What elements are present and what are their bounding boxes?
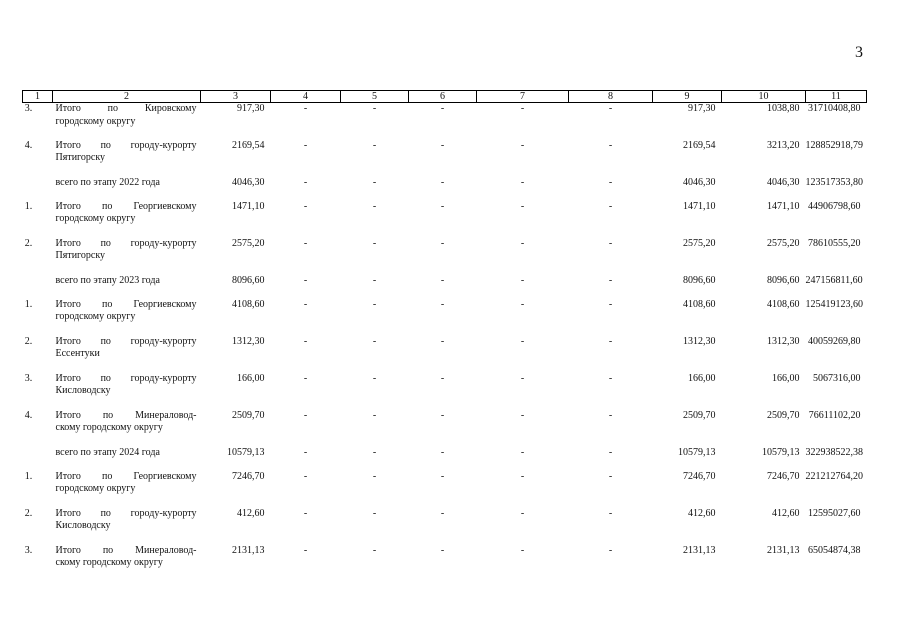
cell-col-4: - (303, 176, 308, 188)
row-name-line-1: Итого по Минераловод- (55, 544, 197, 556)
table-row (23, 410, 867, 447)
row-name-line-2: городскому округу (55, 311, 136, 322)
cell-col-11: 128852918,79 (805, 139, 863, 151)
cell-col-3: 2131,13 (232, 544, 265, 556)
row-name (53, 299, 201, 336)
cell-col-9: 10579,13 (678, 446, 716, 458)
cell-col-11: 78610555,20 (808, 237, 861, 249)
row-name-line-1: Итого по городу-курорту (55, 237, 197, 249)
row-name-line-2: скому городскому округу (55, 557, 163, 568)
cell-col-11: 322938522,38 (805, 446, 863, 458)
table-row (23, 177, 867, 201)
row-name-line-1: Итого по городу-курорту (55, 372, 197, 384)
cell-col-8: - (608, 409, 613, 421)
table-row (23, 508, 867, 545)
column-header-6: 6 (409, 91, 477, 103)
cell-col-11: 125419123,60 (805, 298, 863, 310)
cell-col-5: - (372, 470, 377, 482)
cell-col-5: - (372, 507, 377, 519)
cell-col-10: 2131,13 (767, 544, 800, 556)
cell-col-11: 44906798,60 (808, 200, 861, 212)
cell-col-3: 2169,54 (232, 139, 265, 151)
cell-col-3: 412,60 (237, 507, 265, 519)
summary-table (22, 90, 867, 582)
row-name-line-1: всего по этапу 2023 года (55, 274, 160, 286)
cell-col-4: - (303, 409, 308, 421)
cell-col-10: 7246,70 (767, 470, 800, 482)
cell-col-8: - (608, 298, 613, 310)
row-name-line-2: Кисловодску (55, 385, 111, 396)
column-header-4: 4 (271, 91, 341, 103)
cell-col-9: 4046,30 (683, 176, 716, 188)
cell-col-8: - (608, 470, 613, 482)
row-number: 2. (24, 237, 33, 249)
cell-col-6: - (440, 409, 445, 421)
cell-col-8: - (608, 335, 613, 347)
cell-col-5: - (372, 274, 377, 286)
cell-col-5: - (372, 335, 377, 347)
column-header-10: 10 (722, 91, 806, 103)
row-number (23, 275, 53, 299)
table-row (23, 201, 867, 238)
column-header-row (23, 91, 867, 103)
cell-col-9: 2131,13 (683, 544, 716, 556)
table-row (23, 545, 867, 582)
cell-col-5: - (372, 200, 377, 212)
column-header-1: 1 (23, 91, 53, 103)
column-header-11: 11 (806, 91, 867, 103)
cell-col-6: - (440, 139, 445, 151)
row-number: 4. (24, 139, 33, 151)
row-name-line-2: Ессентуки (55, 348, 100, 359)
row-name-line-1: Итого по Георгиевскому (55, 298, 197, 310)
cell-col-6: - (440, 103, 445, 114)
row-name (53, 471, 201, 508)
cell-col-10: 2509,70 (767, 409, 800, 421)
row-name (53, 177, 201, 201)
cell-col-4: - (303, 298, 308, 310)
row-name-line-2: Пятигорску (55, 250, 106, 261)
cell-col-9: 2575,20 (683, 237, 716, 249)
row-name (53, 508, 201, 545)
cell-col-6: - (440, 507, 445, 519)
cell-col-9: 2169,54 (683, 139, 716, 151)
cell-col-11: 40059269,80 (808, 335, 861, 347)
cell-col-3: 1471,10 (232, 200, 265, 212)
cell-col-7: - (520, 274, 525, 286)
cell-col-7: - (520, 176, 525, 188)
cell-col-8: - (608, 200, 613, 212)
cell-col-7: - (520, 507, 525, 519)
row-name-line-2: Пятигорску (55, 152, 106, 163)
row-number: 4. (24, 409, 33, 421)
cell-col-10: 8096,60 (767, 274, 800, 286)
table-row (23, 103, 867, 140)
cell-col-8: - (608, 139, 613, 151)
cell-col-3: 2509,70 (232, 409, 265, 421)
row-name-line-2: городскому округу (55, 483, 136, 494)
row-number (23, 447, 53, 471)
row-name (53, 373, 201, 410)
cell-col-5: - (372, 237, 377, 249)
cell-col-3: 4108,60 (232, 298, 265, 310)
row-name-line-1: Итого по Кировскому (55, 103, 197, 114)
table-row (23, 447, 867, 471)
cell-col-4: - (303, 200, 308, 212)
row-number: 1. (24, 200, 33, 212)
cell-col-5: - (372, 298, 377, 310)
row-name-line-1: Итого по Минераловод- (55, 409, 197, 421)
row-number: 3. (24, 544, 33, 556)
cell-col-4: - (303, 103, 308, 114)
cell-col-7: - (520, 446, 525, 458)
cell-col-9: 1471,10 (683, 200, 716, 212)
cell-col-3: 8096,60 (232, 274, 265, 286)
cell-col-8: - (608, 507, 613, 519)
row-number: 3. (24, 103, 33, 114)
cell-col-6: - (440, 237, 445, 249)
column-header-9: 9 (653, 91, 722, 103)
row-name (53, 140, 201, 177)
row-name-line-1: Итого по Георгиевскому (55, 470, 197, 482)
row-name-line-2: Кисловодску (55, 520, 111, 531)
cell-col-8: - (608, 446, 613, 458)
cell-col-9: 7246,70 (683, 470, 716, 482)
cell-col-10: 166,00 (772, 372, 800, 384)
cell-col-10: 3213,20 (767, 139, 800, 151)
cell-col-6: - (440, 446, 445, 458)
cell-col-4: - (303, 237, 308, 249)
cell-col-9: 166,00 (688, 372, 716, 384)
row-name (53, 410, 201, 447)
cell-col-11: 247156811,60 (805, 274, 863, 286)
cell-col-9: 8096,60 (683, 274, 716, 286)
row-name-line-1: всего по этапу 2022 года (55, 176, 160, 188)
cell-col-10: 4108,60 (767, 298, 800, 310)
table-row (23, 238, 867, 275)
cell-col-3: 2575,20 (232, 237, 265, 249)
cell-col-9: 917,30 (688, 103, 716, 114)
row-name-line-2: скому городскому округу (55, 422, 163, 433)
row-name-line-1: Итого по городу-курорту (55, 507, 197, 519)
cell-col-11: 123517353,80 (805, 176, 863, 188)
table-row (23, 140, 867, 177)
row-name-line-1: Итого по Георгиевскому (55, 200, 197, 212)
cell-col-11: 221212764,20 (805, 470, 863, 482)
cell-col-11: 12595027,60 (808, 507, 861, 519)
row-name-line-2: городскому округу (55, 213, 136, 224)
cell-col-3: 1312,30 (232, 335, 265, 347)
cell-col-7: - (520, 372, 525, 384)
row-name (53, 545, 201, 582)
column-header-7: 7 (477, 91, 569, 103)
cell-col-3: 166,00 (237, 372, 265, 384)
cell-col-4: - (303, 446, 308, 458)
column-header-8: 8 (569, 91, 653, 103)
row-number (23, 177, 53, 201)
row-name (53, 336, 201, 373)
column-header-5: 5 (341, 91, 409, 103)
cell-col-4: - (303, 139, 308, 151)
table-row (23, 299, 867, 336)
cell-col-3: 917,30 (237, 103, 265, 114)
page-number: 3 (855, 44, 863, 61)
cell-col-8: - (608, 237, 613, 249)
cell-col-9: 1312,30 (683, 335, 716, 347)
table-row (23, 373, 867, 410)
cell-col-3: 4046,30 (232, 176, 265, 188)
cell-col-4: - (303, 274, 308, 286)
cell-col-10: 4046,30 (767, 176, 800, 188)
column-header-3: 3 (201, 91, 271, 103)
cell-col-6: - (440, 544, 445, 556)
cell-col-3: 10579,13 (227, 446, 265, 458)
cell-col-10: 1312,30 (767, 335, 800, 347)
row-name (53, 201, 201, 238)
cell-col-7: - (520, 409, 525, 421)
cell-col-5: - (372, 176, 377, 188)
cell-col-4: - (303, 507, 308, 519)
cell-col-8: - (608, 176, 613, 188)
cell-col-9: 2509,70 (683, 409, 716, 421)
cell-col-4: - (303, 544, 308, 556)
row-number: 1. (24, 298, 33, 310)
cell-col-5: - (372, 139, 377, 151)
cell-col-3: 7246,70 (232, 470, 265, 482)
cell-col-7: - (520, 237, 525, 249)
cell-col-7: - (520, 139, 525, 151)
cell-col-10: 10579,13 (762, 446, 800, 458)
cell-col-11: 65054874,38 (808, 544, 861, 556)
cell-col-11: 31710408,80 (808, 103, 861, 114)
cell-col-8: - (608, 372, 613, 384)
row-name-line-1: Итого по городу-курорту (55, 139, 197, 151)
cell-col-5: - (372, 372, 377, 384)
cell-col-11: 76611102,20 (808, 409, 861, 421)
cell-col-9: 412,60 (688, 507, 716, 519)
cell-col-11: 5067316,00 (813, 372, 861, 384)
cell-col-6: - (440, 200, 445, 212)
cell-col-6: - (440, 335, 445, 347)
row-name-line-2: городскому округу (55, 115, 136, 127)
cell-col-7: - (520, 335, 525, 347)
cell-col-4: - (303, 335, 308, 347)
cell-col-9: 4108,60 (683, 298, 716, 310)
cell-col-6: - (440, 274, 445, 286)
cell-col-7: - (520, 200, 525, 212)
row-name-line-1: всего по этапу 2024 года (55, 446, 160, 458)
table-row (23, 336, 867, 373)
cell-col-7: - (520, 544, 525, 556)
cell-col-8: - (608, 544, 613, 556)
row-name (53, 447, 201, 471)
cell-col-5: - (372, 544, 377, 556)
row-name (53, 103, 201, 140)
cell-col-4: - (303, 470, 308, 482)
cell-col-5: - (372, 446, 377, 458)
row-name-line-1: Итого по городу-курорту (55, 335, 197, 347)
cell-col-8: - (608, 103, 613, 114)
cell-col-6: - (440, 470, 445, 482)
table-body (23, 103, 867, 582)
cell-col-10: 1471,10 (767, 200, 800, 212)
cell-col-7: - (520, 470, 525, 482)
row-number: 3. (24, 372, 33, 384)
table-row (23, 471, 867, 508)
cell-col-5: - (372, 409, 377, 421)
cell-col-7: - (520, 298, 525, 310)
cell-col-6: - (440, 372, 445, 384)
cell-col-10: 1038,80 (767, 103, 800, 114)
cell-col-5: - (372, 103, 377, 114)
cell-col-10: 2575,20 (767, 237, 800, 249)
cell-col-7: - (520, 103, 525, 114)
table-row (23, 275, 867, 299)
row-number: 1. (24, 470, 33, 482)
cell-col-4: - (303, 372, 308, 384)
cell-col-8: - (608, 274, 613, 286)
cell-col-10: 412,60 (772, 507, 800, 519)
row-name (53, 238, 201, 275)
row-number: 2. (24, 507, 33, 519)
column-header-2: 2 (53, 91, 201, 103)
cell-col-6: - (440, 176, 445, 188)
cell-col-6: - (440, 298, 445, 310)
row-name (53, 275, 201, 299)
row-number: 2. (24, 335, 33, 347)
